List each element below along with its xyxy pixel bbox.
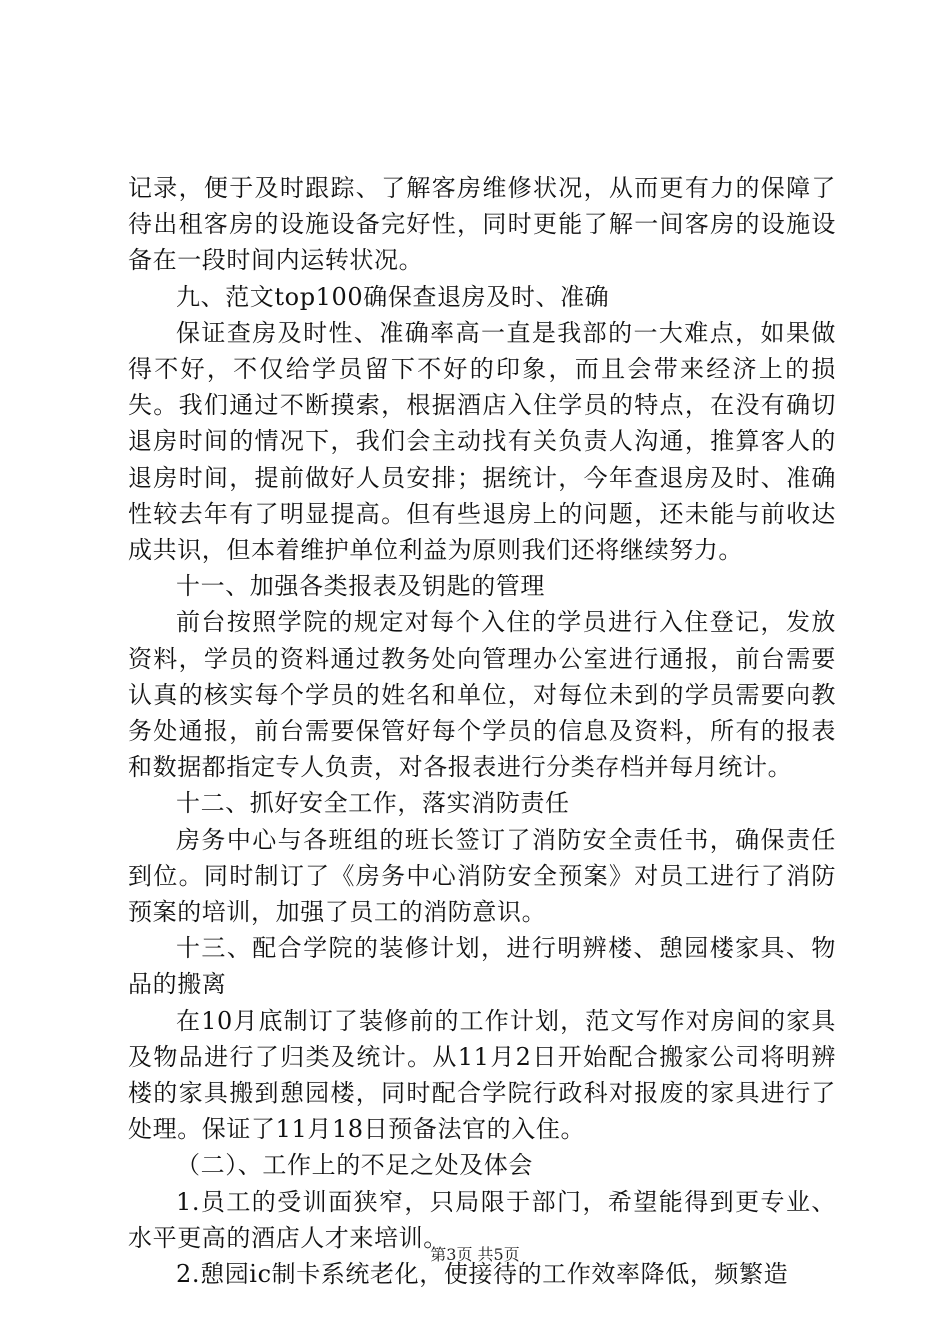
list-item-ic-card-system: 2.憩园ic制卡系统老化，使接待的工作效率降低，频繁造: [176, 1260, 789, 1289]
paragraph-renovation-moving: 在10月底制订了装修前的工作计划，范文写作对房间的家具及物品进行了归类及统计。从11月2日开始配合搬家公司将明辨楼的家具搬到憩园楼，同时配合学院行政科对报废的家具进行了处理。保证了11月18日预备法官的入住。: [128, 1006, 836, 1144]
heading-section-13: 十三、配合学院的装修计划，进行明辨楼、憩园楼家具、物品的搬离: [128, 934, 836, 999]
paragraph-room-maintenance-record: 记录，便于及时跟踪、了解客房维修状况，从而更有力的保障了待出租客房的设施设备完好性，同时更能了解一间客房的设施设备在一段时间内运转状况。: [128, 174, 836, 275]
paragraph-reports-keys: 前台按照学院的规定对每个入住的学员进行入住登记，发放资料，学员的资料通过教务处向管理办公室进行通报，前台需要认真的核实每个学员的姓名和单位，对每位未到的学员需要向教务处通报，前台需要保管好每个学员的信息及资料，所有的报表和数据都指定专人负责，对各报表进行分类存档并每月统计。: [128, 608, 836, 782]
heading-section-11: 十一、加强各类报表及钥匙的管理: [176, 572, 545, 601]
paragraph-fire-safety: 房务中心与各班组的班长签订了消防安全责任书，确保责任到位。同时制订了《房务中心消防安全预案》对员工进行了消防预案的培训，加强了员工的消防意识。: [128, 825, 836, 927]
heading-section-9: 九、范文top100确保查退房及时、准确: [176, 282, 610, 311]
heading-shortcomings: （二）、工作上的不足之处及体会: [176, 1151, 533, 1180]
heading-section-12: 十二、抓好安全工作，落实消防责任: [176, 789, 570, 818]
page-number-footer: 第3页 共5页: [430, 1245, 520, 1264]
list-item-training: 1.员工的受训面狭窄，只局限于部门，希望能得到更专业、水平更高的酒店人才来培训。: [128, 1187, 836, 1252]
paragraph-checkout-accuracy: 保证查房及时性、准确率高一直是我部的一大难点，如果做得不好，不仅给学员留下不好的印象，而且会带来经济上的损失。我们通过不断摸索，根据酒店入住学员的特点，在没有确切退房时间的情况下，我们会主动找有关负责人沟通，推算客人的退房时间，提前做好人员安排；据统计，今年查退房及时、准确性较去年有了明显提高。但有些退房上的问题，还未能与前收达成共识，但本着维护单位利益为原则我们还将继续努力。: [128, 318, 836, 565]
document-body: [128, 170, 836, 1292]
